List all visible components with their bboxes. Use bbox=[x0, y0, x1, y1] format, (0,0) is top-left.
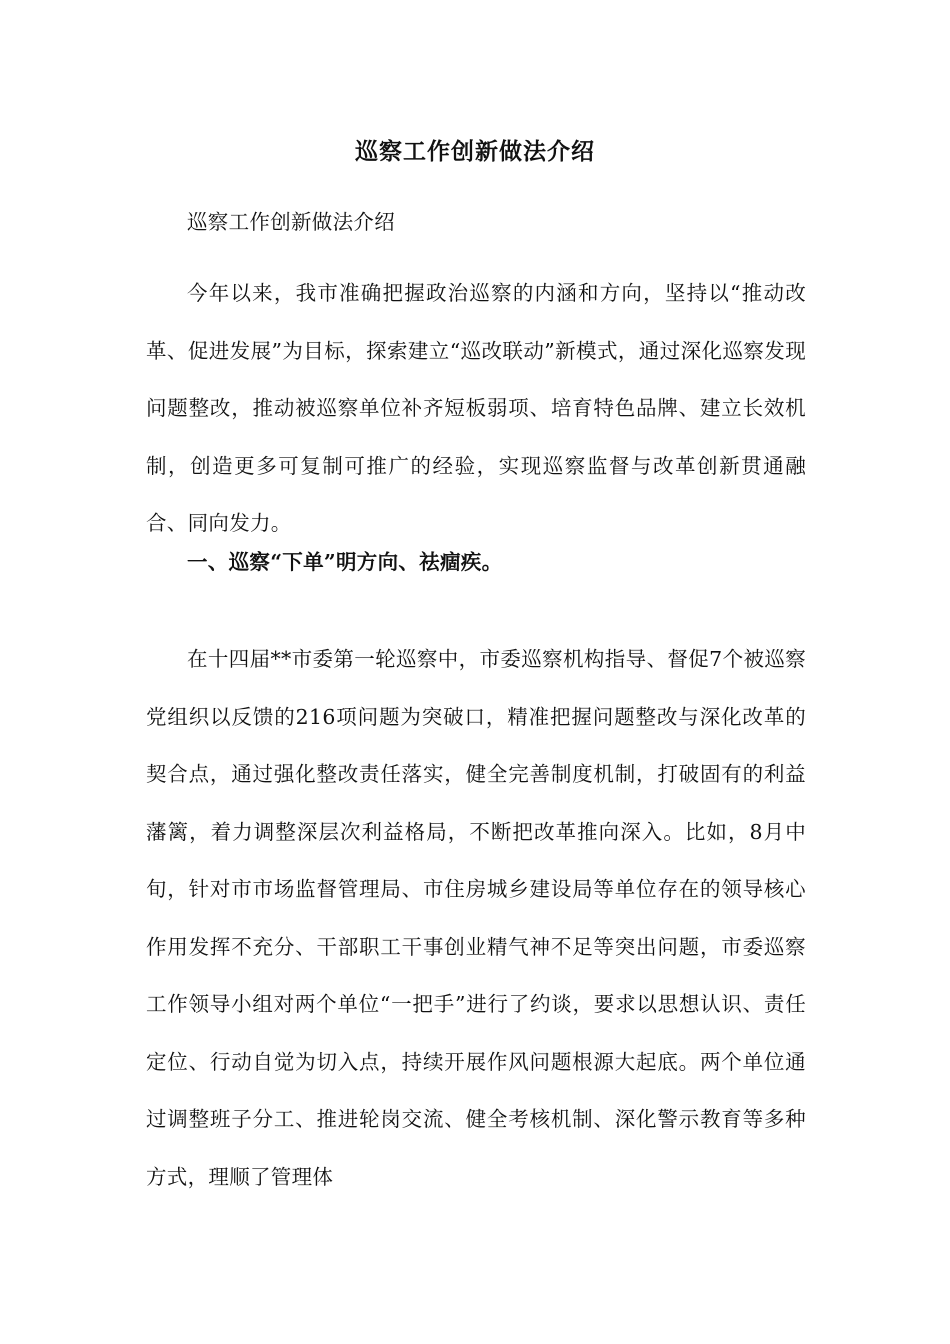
paragraph-section-1: 在十四届**市委第一轮巡察中，市委巡察机构指导、督促7个被巡察党组织以反馈的216项问题为突破口，精准把握问题整改与深化改革的契合点，通过强化整改责任落实，健全完善制度机制，打破固有的利益藩篱，着力调整深层次利益格局，不断把改革推向深入。比如，8月中旬，针对市市场监督管理局、市住房城乡建设局等单位存在的领导核心作用发挥不充分、干部职工干事创业精气神不足等突出问题，市委巡察工作领导小组对两个单位“一把手”进行了约谈，要求以思想认识、责任定位、行动自觉为切入点，持续开展作风问题根源大起底。两个单位通过调整班子分工、推进轮岗交流、健全考核机制、深化警示教育等多种方式，理顺了管理体 bbox=[146, 647, 806, 1189]
section-heading-1: 一、巡察“下单”明方向、祛痼疾。 bbox=[187, 550, 503, 574]
paragraph-intro: 今年以来，我市准确把握政治巡察的内涵和方向，坚持以“推动改革、促进发展”为目标，探索建立“巡改联动”新模式，通过深化巡察发现问题整改，推动被巡察单位补齐短板弱项、培育特色品牌、建立长效机制，创造更多可复制可推广的经验，实现巡察监督与改革创新贯通融合、同向发力。 bbox=[146, 281, 806, 535]
document-subtitle: 巡察工作创新做法介绍 bbox=[187, 210, 395, 234]
document-title: 巡察工作创新做法介绍 bbox=[355, 138, 595, 165]
